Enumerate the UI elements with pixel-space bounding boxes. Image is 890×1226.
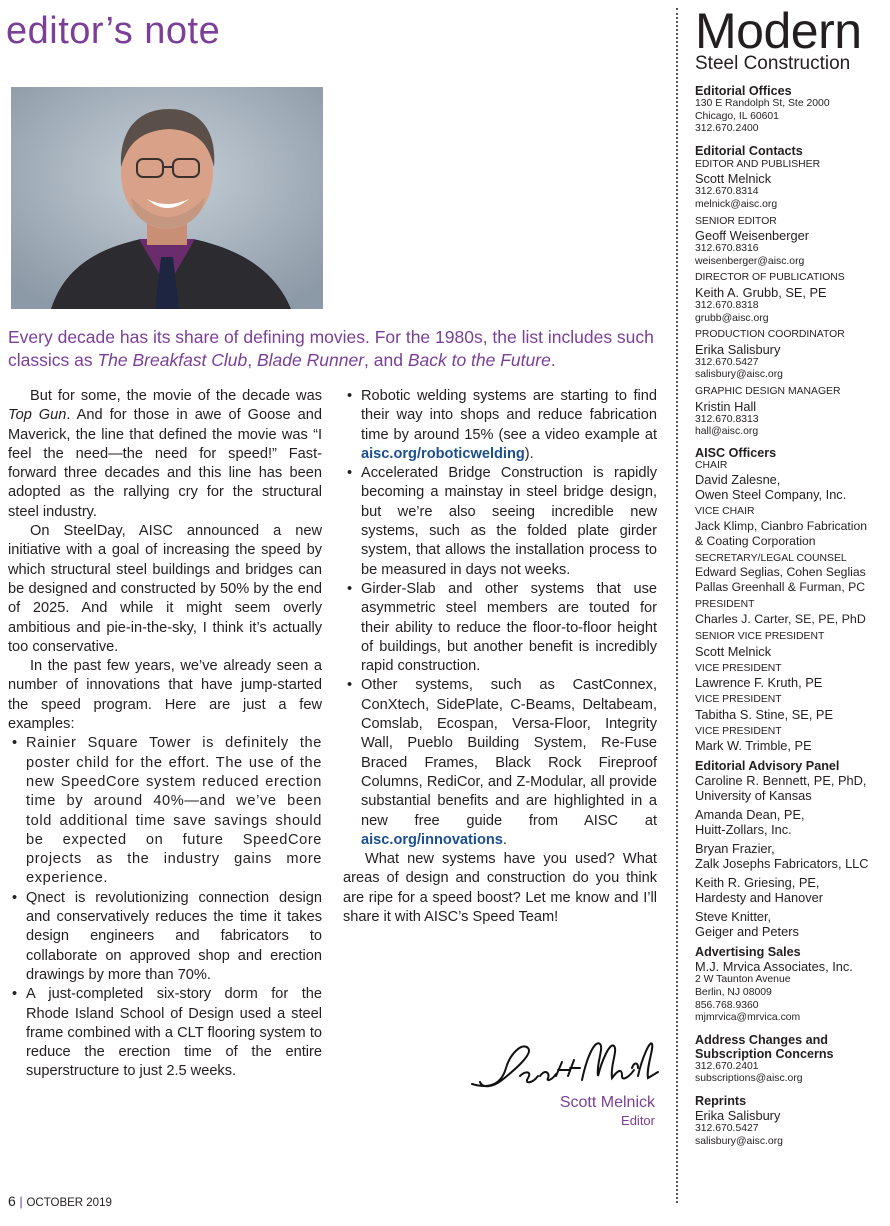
contact-phone: 312.670.8314 bbox=[695, 186, 759, 198]
office-address: 130 E Randolph St, Ste 2000 bbox=[695, 98, 830, 109]
lede-paragraph bbox=[8, 326, 660, 372]
contact-phone: 312.670.5427 bbox=[695, 356, 759, 368]
officer-name: Jack Klimp, Cianbro Fabrication bbox=[695, 518, 868, 533]
officers-heading: AISC Officers bbox=[695, 445, 777, 460]
contact-block bbox=[695, 329, 885, 382]
officer-role: SECRETARY/LEGAL COUNSEL bbox=[695, 552, 847, 564]
officer-role: PRESIDENT bbox=[695, 599, 755, 611]
contact-role: DIRECTOR OF PUBLICATIONS bbox=[695, 272, 845, 284]
editor-photo bbox=[11, 87, 323, 309]
lede-text: . bbox=[550, 350, 556, 370]
body-text: ). bbox=[524, 445, 534, 462]
masthead-title: Modern bbox=[695, 3, 862, 59]
editor-portrait-image bbox=[11, 87, 323, 309]
panel-member-affiliation: Huitt-Zollars, Inc. bbox=[695, 822, 792, 838]
advertising-company: M.J. Mrvica Associates, Inc. bbox=[695, 959, 853, 975]
reprints-phone: 312.670.5427 bbox=[695, 1123, 759, 1134]
officer-name: Edward Seglias, Cohen Seglias bbox=[695, 565, 866, 580]
list-item: • Qnect is revolutionizing connection design and conservatively reduces the time it takes design engineers and fabricators to collaborate on approved shop and erection drawings by more than 70%. bbox=[8, 889, 322, 985]
contact-block bbox=[695, 159, 885, 212]
page-footer bbox=[8, 1193, 112, 1209]
subscriptions-phone: 312.670.2401 bbox=[695, 1060, 759, 1072]
list-item: • Rainier Square Tower is definitely the poster child for the effort. The use of the new SpeedCore system reduced erection time by around 40%—and we’ve been told additional time save savings should be expected on future SpeedCore projects as the industry gains more experience. bbox=[8, 734, 322, 888]
body-text: . bbox=[502, 831, 507, 848]
page-title: editor’s note bbox=[6, 10, 221, 52]
contact-block bbox=[695, 272, 885, 325]
masthead-subtitle: Steel Construction bbox=[695, 53, 851, 74]
contact-block bbox=[695, 386, 885, 439]
reprints-name: Erika Salisbury bbox=[695, 1108, 781, 1123]
lede-movie-title: Blade Runner bbox=[257, 350, 365, 370]
editorial-offices-heading: Editorial Offices bbox=[695, 84, 792, 98]
body-text: Other systems, such as CastConnex, ConXtech, SidePlate, C-Beams, Deltabeam, Comslab, Ecospan, Versa-Floor, Integrity Wall, Pueblo Building System, Re-Fuse Braced Frames, Black Rock Fireproof Columns, RediCor, and Z-Modular, all provide substantial benefits and are highlighted in a new free guide from AISC at bbox=[361, 677, 657, 829]
body-paragraph bbox=[8, 387, 322, 522]
page-number: 6 bbox=[8, 1193, 16, 1209]
contact-email: melnick@aisc.org bbox=[695, 198, 778, 210]
officer-name: Tabitha S. Stine, SE, PE bbox=[695, 706, 833, 722]
advertising-city: Berlin, NJ 08009 bbox=[695, 987, 772, 999]
advisory-panel-heading: Editorial Advisory Panel bbox=[695, 759, 840, 774]
lede-movie-title: The Breakfast Club bbox=[97, 350, 248, 370]
robotic-welding-link[interactable]: aisc.org/roboticwelding bbox=[361, 445, 525, 462]
article-column-1 bbox=[8, 387, 322, 1082]
officer-role: VICE CHAIR bbox=[695, 506, 755, 518]
contact-name: Erika Salisbury bbox=[695, 341, 781, 357]
movie-title: Top Gun bbox=[8, 407, 67, 424]
office-phone: 312.670.2400 bbox=[695, 123, 759, 135]
office-city: Chicago, IL 60601 bbox=[695, 110, 779, 122]
contact-phone: 312.670.8318 bbox=[695, 299, 759, 311]
contact-name: Geoff Weisenberger bbox=[695, 228, 810, 244]
footer-separator: | bbox=[19, 1194, 23, 1209]
contact-name: Keith A. Grubb, SE, PE bbox=[695, 284, 827, 300]
contact-role: SENIOR EDITOR bbox=[695, 215, 777, 227]
contact-name: Scott Melnick bbox=[695, 171, 772, 187]
editorial-contacts-heading: Editorial Contacts bbox=[695, 143, 803, 158]
editor-signature bbox=[462, 1032, 662, 1094]
column-divider bbox=[676, 8, 678, 1203]
advertising-address: 2 W Taunton Avenue bbox=[695, 974, 791, 986]
list-item bbox=[343, 676, 657, 850]
contact-email: weisenberger@aisc.org bbox=[695, 255, 805, 267]
signature-graphic bbox=[462, 1032, 662, 1094]
issue-date: OCTOBER 2019 bbox=[26, 1197, 112, 1209]
advertising-heading: Advertising Sales bbox=[695, 945, 801, 960]
officer-role: SENIOR VICE PRESIDENT bbox=[695, 631, 825, 643]
panel-member-affiliation: University of Kansas bbox=[695, 788, 812, 804]
contact-block bbox=[695, 216, 885, 269]
innovations-list-continued bbox=[343, 387, 657, 850]
subscriptions-email: subscriptions@aisc.org bbox=[695, 1073, 803, 1085]
contact-role: PRODUCTION COORDINATOR bbox=[695, 329, 845, 341]
contact-name: Kristin Hall bbox=[695, 398, 757, 414]
panel-member-name: Amanda Dean, PE, bbox=[695, 807, 805, 823]
reprints-email: salisbury@aisc.org bbox=[695, 1135, 783, 1147]
panel-member-affiliation: Hardesty and Hanover bbox=[695, 890, 824, 906]
contact-phone: 312.670.8313 bbox=[695, 413, 759, 425]
officer-affiliation: Pallas Greenhall & Furman, PC bbox=[695, 580, 866, 595]
panel-member-affiliation: Geiger and Peters bbox=[695, 924, 799, 940]
officer-name: Mark W. Trimble, PE bbox=[695, 738, 812, 754]
innovations-list bbox=[8, 734, 322, 1081]
lede-text: , bbox=[247, 350, 257, 370]
contact-email: salisbury@aisc.org bbox=[695, 369, 783, 381]
advertising-phone: 856.768.9360 bbox=[695, 999, 759, 1011]
list-item: • Girder-Slab and other systems that use asymmetric steel members are touted for their ability to reduce the floor-to-floor height of buildings, but another benefit is incredibly rapid construction. bbox=[343, 580, 657, 676]
officer-name: Charles J. Carter, SE, PE, PhD bbox=[695, 612, 866, 627]
officer-role: VICE PRESIDENT bbox=[695, 694, 782, 706]
body-text: Robotic welding systems are starting to find their way into shops and reduce fabrication time by around 15% (see a video example at bbox=[361, 388, 657, 443]
officer-affiliation: Owen Steel Company, Inc. bbox=[695, 487, 847, 503]
contact-role: GRAPHIC DESIGN MANAGER bbox=[695, 385, 841, 397]
panel-member-affiliation: Zalk Josephs Fabricators, LLC bbox=[695, 856, 869, 872]
signature-title: Editor bbox=[621, 1113, 655, 1128]
contact-phone: 312.670.8316 bbox=[695, 243, 759, 255]
body-text: . And for those in awe of Goose and Maverick, the line that defined the movie was “I feel the need—the need for speed!” Fast-forward three decades and this line has been adopted as the rallying cry for the structural steel industry. bbox=[8, 407, 322, 520]
body-paragraph: What new systems have you used? What areas of design and construction do you think are ripe for a speed boost? Let me know and I’ll share it with AISC’s Speed Team! bbox=[343, 851, 657, 926]
signature-name: Scott Melnick bbox=[559, 1094, 655, 1111]
list-item: • A just-completed six-story dorm for the Rhode Island School of Design used a steel frame combined with a CLT flooring system to reduce the erection time of the entire superstructure to just 2.5 weeks. bbox=[8, 985, 322, 1081]
officer-name: Lawrence F. Kruth, PE bbox=[695, 675, 823, 691]
panel-member-name: Keith R. Griesing, PE, bbox=[695, 875, 820, 891]
list-item bbox=[343, 387, 657, 464]
lede-text: Every decade has its share of defining movies. For the 1980s, the list includes such classics as bbox=[8, 327, 654, 370]
panel-member-name: Steve Knitter, bbox=[695, 909, 772, 925]
panel-member-name: Bryan Frazier, bbox=[695, 841, 775, 857]
lede-text: , and bbox=[364, 350, 408, 370]
officer-name: David Zalesne, bbox=[695, 472, 781, 488]
body-paragraph: On SteelDay, AISC announced a new initiative with a goal of increasing the speed by which structural steel buildings and bridges can be designed and constructed by 50% by the end of 2025. And while it might seem overly ambitious and pie-in-the-sky, I think it’s actually too conservative. bbox=[8, 523, 322, 655]
contact-role: EDITOR AND PUBLISHER bbox=[695, 158, 821, 170]
lede-movie-title: Back to the Future bbox=[407, 350, 551, 370]
officer-affiliation: & Coating Corporation bbox=[695, 533, 816, 548]
masthead-sidebar bbox=[695, 3, 885, 1148]
contact-email: hall@aisc.org bbox=[695, 426, 759, 438]
panel-member-name: Caroline R. Bennett, PE, PhD, bbox=[695, 773, 867, 789]
body-text: But for some, the movie of the decade was bbox=[30, 388, 322, 404]
innovations-link[interactable]: aisc.org/innovations bbox=[361, 831, 503, 848]
advertising-email: mjmrvica@mrvica.com bbox=[695, 1012, 801, 1024]
article-column-2 bbox=[343, 387, 657, 927]
officer-role: CHAIR bbox=[695, 459, 728, 471]
officer-role: VICE PRESIDENT bbox=[695, 662, 782, 674]
officer-name: Scott Melnick bbox=[695, 643, 772, 659]
list-item: • Accelerated Bridge Construction is rapidly becoming a mainstay in steel bridge design, but we’re also seeing incredible new systems, such as the folded plate girder system, that allows the installation process to be measured in days not weeks. bbox=[343, 464, 657, 580]
address-changes-heading: Address Changes and Subscription Concerns bbox=[695, 1032, 834, 1061]
body-paragraph: In the past few years, we’ve already seen a number of innovations that have jump-started the speed program. Here are just a few examples: bbox=[8, 658, 322, 733]
officer-role: VICE PRESIDENT bbox=[695, 725, 782, 737]
contact-email: grubb@aisc.org bbox=[695, 312, 769, 324]
reprints-heading: Reprints bbox=[695, 1094, 747, 1108]
